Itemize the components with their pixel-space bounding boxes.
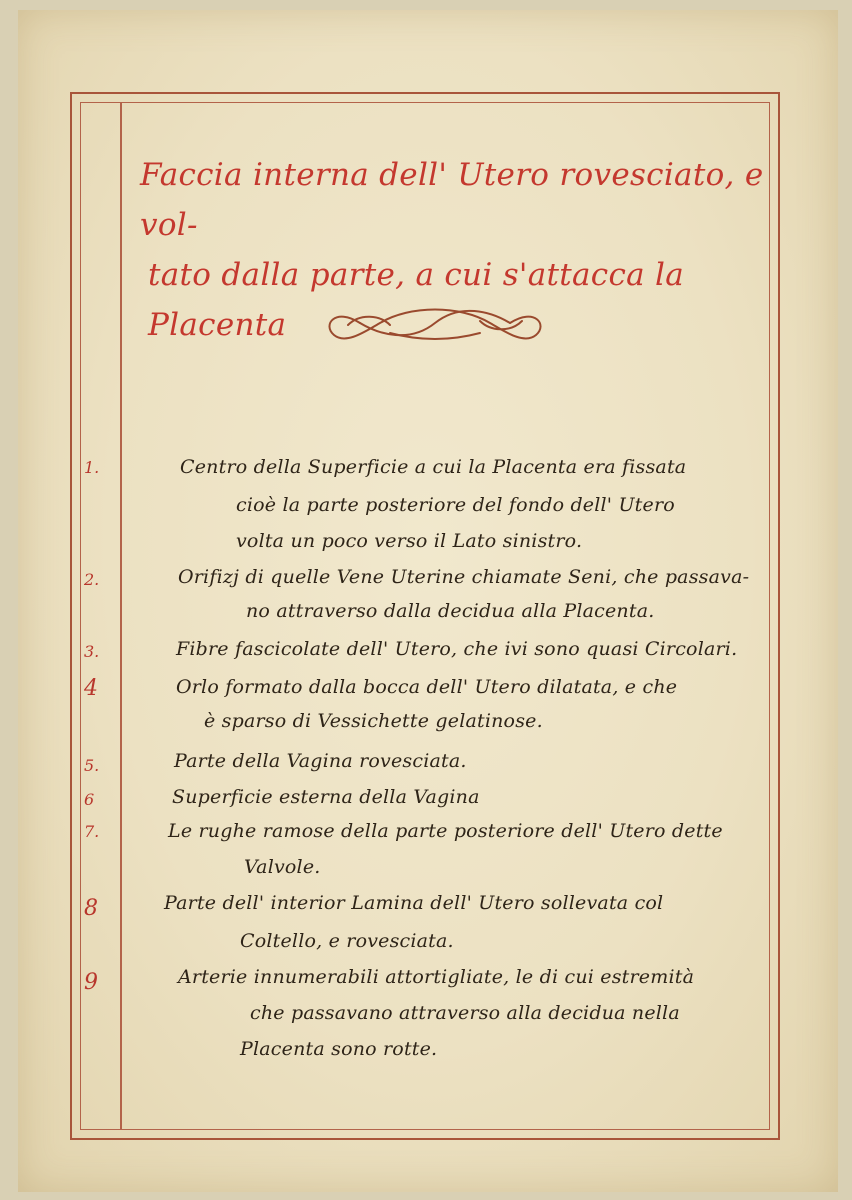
legend-number-2: 2. [84,570,100,589]
legend-1-line-1: Centro della Superficie a cui la Placenta era fissata [180,456,687,478]
legend-9-line-2: che passavano attraverso alla decidua nella [250,1002,680,1024]
legend-3-line-1: Fibre fascicolate dell' Utero, che ivi sono quasi Circolari. [176,638,738,660]
legend-1-line-3: volta un poco verso il Lato sinistro. [236,530,583,552]
legend-number-4: 4 [84,676,98,701]
legend-2-line-2: no attraverso dalla decidua alla Placenta. [246,600,655,622]
margin-rule [120,103,122,1129]
legend-number-5: 5. [84,756,100,775]
title-line-2: tato dalla parte, a cui s'attacca la Placenta [148,257,685,343]
legend-7-line-1: Le rughe ramose della parte posteriore dell' Utero dette [168,820,723,842]
legend-number-7: 7. [84,822,100,841]
legend-4-line-1: Orlo formato dalla bocca dell' Utero dilatata, e che [176,676,678,698]
legend-2-line-1: Orifizj di quelle Vene Uterine chiamate Seni, che passava- [178,566,750,588]
legend-7-line-2: Valvole. [244,856,321,878]
legend-number-3: 3. [84,642,100,661]
legend-9-line-3: Placenta sono rotte. [240,1038,438,1060]
legend-9-line-1: Arterie innumerabili attortigliate, le di cui estremità [178,966,695,988]
legend-8-line-2: Coltello, e rovesciata. [240,930,454,952]
legend-number-1: 1. [84,458,100,477]
legend-number-8: 8 [84,896,98,921]
legend-1-line-2: cioè la parte posteriore del fondo dell' Utero [236,494,675,516]
legend-number-6: 6 [84,790,95,809]
legend-8-line-1: Parte dell' interior Lamina dell' Utero sollevata col [164,892,664,914]
legend-number-9: 9 [84,970,98,995]
title-line-1: Faccia interna dell' Utero rovesciato, e vol- [140,157,764,243]
calligraphic-flourish [320,295,550,350]
legend-4-line-2: è sparso di Vessichette gelatinose. [204,710,543,732]
legend-6-line-1: Superficie esterna della Vagina [172,786,480,808]
legend-5-line-1: Parte della Vagina rovesciata. [174,750,467,772]
